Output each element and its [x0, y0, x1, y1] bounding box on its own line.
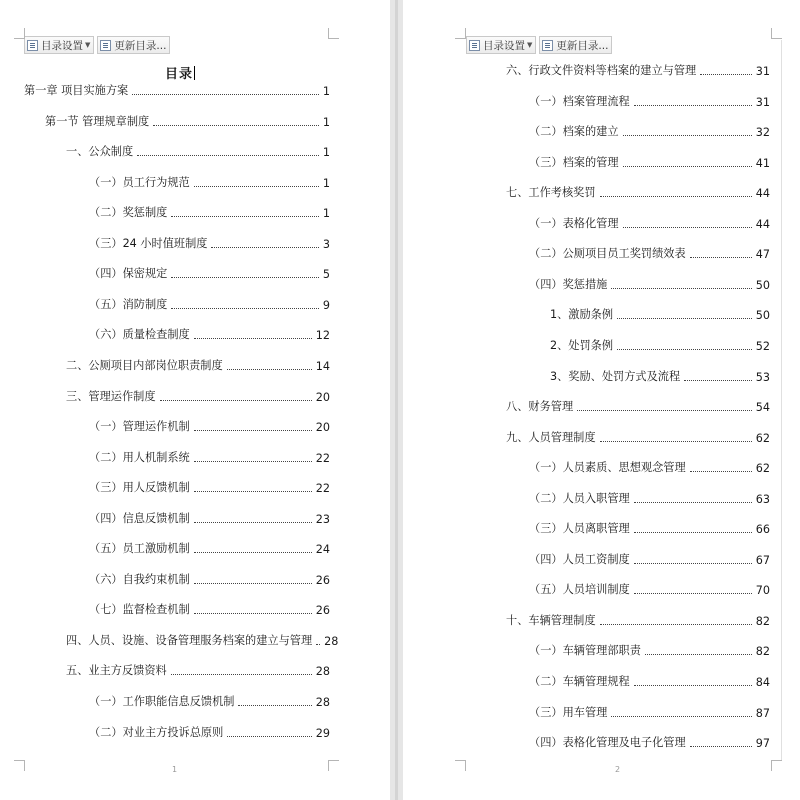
toc-dot-leader — [194, 552, 312, 553]
toc-dot-leader — [194, 338, 312, 339]
toc-entry-page: 50 — [755, 309, 770, 323]
toc-dot-leader — [577, 410, 752, 411]
toc-entry-page: 26 — [315, 573, 330, 587]
toc-entry-title: （一）管理运作机制 — [89, 420, 190, 434]
toc-entry-page: 5 — [322, 268, 330, 282]
toc-entry-title: （一）人员素质、思想观念管理 — [529, 461, 686, 475]
toc-entry-title: 三、管理运作制度 — [66, 389, 156, 403]
toc-entry[interactable] — [529, 93, 770, 109]
text-cursor — [194, 66, 195, 80]
page-gap-divider — [395, 0, 398, 800]
toc-entry-title: （三）24 小时值班制度 — [89, 236, 208, 250]
toc-entry[interactable] — [550, 306, 770, 322]
toc-entry-title: （六）质量检查制度 — [89, 328, 190, 342]
update-toc-button[interactable] — [539, 36, 612, 54]
toc-entry-title: （二）车辆管理规程 — [529, 675, 630, 688]
toc-entry-page: 22 — [315, 451, 330, 465]
toc-entry[interactable] — [89, 693, 330, 709]
toc-entry-title: 2、处罚条例 — [550, 338, 614, 352]
toc-dot-leader — [600, 196, 752, 197]
document-page-1 — [0, 0, 390, 800]
toc-entry-page: 1 — [322, 115, 330, 129]
toc-entry[interactable] — [66, 388, 330, 404]
update-toc-button[interactable] — [97, 36, 170, 54]
toc-entry-title: （六）自我约束机制 — [89, 572, 190, 586]
toc-entry-page: 1 — [322, 207, 330, 221]
toc-entry-page: 52 — [755, 339, 770, 353]
toc-dot-leader — [634, 563, 752, 564]
toc-dot-leader — [690, 471, 752, 472]
toc-dot-leader — [194, 522, 312, 523]
toc-dot-leader — [171, 277, 319, 278]
toc-entry-title: （五）员工激励机制 — [89, 542, 190, 556]
toc-dot-leader — [160, 400, 312, 401]
toc-entry[interactable] — [529, 154, 770, 170]
toc-entry-page: 22 — [315, 482, 330, 496]
toc-entry-title: （三）用车管理 — [529, 705, 608, 719]
toc-entry-page: 1 — [322, 176, 330, 190]
toc-entry-title: 四、人员、设施、设备管理服务档案的建立与管理 — [66, 633, 313, 647]
toc-entry[interactable] — [529, 215, 770, 231]
toc-entry[interactable] — [506, 612, 770, 628]
toc-entry-title: 1、激励条例 — [550, 308, 614, 322]
toc-dot-leader — [634, 593, 752, 594]
toc-entry[interactable] — [66, 357, 330, 373]
toc-entry-page: 28 — [315, 696, 330, 709]
toc-dot-leader — [611, 288, 751, 289]
toc-entry-page: 32 — [755, 126, 770, 140]
toc-entry-title: （三）用人反馈机制 — [89, 481, 190, 495]
toc-settings-icon — [469, 40, 480, 51]
toc-entry-page: 54 — [755, 401, 770, 415]
toc-entry-page: 1 — [322, 146, 330, 160]
toc-entry-title: （四）人员工资制度 — [529, 552, 630, 566]
margin-corner-mark — [771, 760, 782, 771]
toc-dot-leader — [194, 613, 312, 614]
toc-entry-page: 20 — [315, 421, 330, 435]
toc-toolbar — [24, 36, 170, 54]
toc-entry-title: （二）奖惩制度 — [89, 206, 168, 220]
toc-settings-label: 目录设置 — [483, 39, 525, 52]
toc-entry[interactable] — [529, 520, 770, 536]
document-page-2 — [403, 0, 800, 800]
toc-dot-leader — [194, 491, 312, 492]
toc-entry-title: （二）人员入职管理 — [529, 491, 630, 505]
toc-dot-leader — [634, 532, 752, 533]
margin-corner-mark — [14, 760, 25, 771]
toc-dot-leader — [600, 441, 752, 442]
toc-toolbar — [466, 36, 612, 54]
toc-dot-leader — [227, 736, 311, 737]
update-toc-label: 更新目录... — [556, 39, 609, 52]
toc-entry-page: 62 — [755, 462, 770, 476]
toc-entry-page: 82 — [755, 614, 770, 628]
toc-entry-page: 44 — [755, 187, 770, 201]
toc-entry[interactable] — [66, 632, 339, 648]
toc-entry-page: 50 — [755, 278, 770, 292]
toc-settings-button[interactable] — [466, 36, 536, 54]
toc-entry-page: 53 — [755, 370, 770, 384]
toc-dot-leader — [690, 746, 752, 747]
toc-entry-title: 二、公厕项目内部岗位职责制度 — [66, 358, 223, 372]
toc-entry[interactable] — [529, 459, 770, 475]
toc-dot-leader — [137, 155, 319, 156]
toc-entry-title: 五、业主方反馈资料 — [66, 664, 167, 678]
toc-entry-page: 28 — [315, 665, 330, 679]
toc-entry-title: （二）用人机制系统 — [89, 450, 190, 464]
update-toc-icon — [542, 40, 553, 51]
toc-entry-page: 87 — [755, 706, 770, 720]
toc-dot-leader — [623, 227, 752, 228]
margin-corner-mark — [328, 760, 339, 771]
toc-entry[interactable] — [89, 204, 330, 220]
toc-entry-title: 一、公众制度 — [66, 145, 134, 159]
toc-dot-leader — [600, 624, 752, 625]
toc-entry-title: 六、行政文件资料等档案的建立与管理 — [506, 64, 697, 77]
toc-entry[interactable] — [89, 326, 330, 342]
toc-entry-title: 第一章 项目实施方案 — [24, 84, 129, 97]
toc-entry-title: （五）消防制度 — [89, 297, 168, 311]
toc-entry[interactable] — [89, 418, 330, 434]
toc-entry[interactable] — [89, 296, 330, 312]
dropdown-caret-icon: ▼ — [527, 41, 533, 49]
toc-entry-page: 44 — [755, 217, 770, 231]
toc-entry-page: 67 — [755, 553, 770, 567]
toc-dot-leader — [171, 308, 319, 309]
page-number: 2 — [615, 765, 621, 774]
dropdown-caret-icon: ▼ — [85, 41, 91, 49]
toc-settings-label: 目录设置 — [41, 39, 83, 52]
toc-entry[interactable] — [529, 734, 770, 750]
toc-entry[interactable] — [89, 724, 330, 740]
toc-dot-leader — [623, 166, 752, 167]
toc-entry-page: 31 — [755, 65, 770, 78]
toc-entry[interactable] — [45, 113, 330, 129]
toc-entry-title: （五）人员培训制度 — [529, 583, 630, 597]
toc-dot-leader — [700, 74, 752, 75]
toc-entry-page: 84 — [755, 676, 770, 689]
toc-entry-page: 82 — [755, 645, 770, 659]
toc-entry[interactable] — [66, 143, 330, 159]
toc-entry[interactable] — [529, 245, 770, 261]
toc-entry-page: 14 — [315, 359, 330, 373]
toc-entry[interactable] — [506, 62, 770, 78]
toc-entry-title: 第一节 管理规章制度 — [45, 114, 150, 128]
toc-entry[interactable] — [89, 479, 330, 495]
toc-entry[interactable] — [529, 123, 770, 139]
toc-entry-title: （四）奖惩措施 — [529, 277, 608, 291]
toc-entry-title: （二）公厕项目员工奖罚绩效表 — [529, 247, 686, 261]
toc-entry[interactable] — [89, 571, 330, 587]
toc-entry-title: 七、工作考核奖罚 — [506, 186, 596, 200]
toc-dot-leader — [645, 654, 752, 655]
update-toc-label: 更新目录... — [114, 39, 167, 52]
toc-entry-page: 63 — [755, 492, 770, 506]
toc-dot-leader — [171, 216, 319, 217]
toc-dot-leader — [634, 105, 752, 106]
margin-corner-mark — [455, 760, 466, 771]
toc-entry-page: 29 — [315, 726, 330, 740]
toc-entry-title: （一）车辆管理部职责 — [529, 644, 641, 658]
toc-entry-page: 12 — [315, 329, 330, 343]
toc-entry[interactable] — [529, 581, 770, 597]
toc-dot-leader — [634, 502, 752, 503]
toc-entry[interactable] — [529, 490, 770, 506]
toc-entry-page: 28 — [324, 634, 339, 648]
toc-entry[interactable] — [66, 662, 330, 678]
margin-corner-mark — [328, 28, 339, 39]
toc-entry-title: （一）档案管理流程 — [529, 94, 630, 108]
toc-entry[interactable] — [89, 449, 330, 465]
toc-entry-page: 97 — [755, 737, 770, 751]
toc-entry[interactable] — [89, 235, 330, 251]
toc-entry[interactable] — [89, 265, 330, 281]
toc-entry-title: （一）工作职能信息反馈机制 — [89, 695, 235, 708]
toc-dot-leader — [623, 135, 752, 136]
toc-dot-leader — [194, 461, 312, 462]
toc-title[interactable] — [165, 63, 195, 82]
page-number: 1 — [172, 765, 178, 774]
toc-entry[interactable] — [506, 184, 770, 200]
toc-entry-page: 62 — [755, 431, 770, 445]
toc-entry-page: 23 — [315, 512, 330, 526]
toc-dot-leader — [634, 685, 752, 686]
toc-entry-page: 41 — [755, 156, 770, 170]
toc-entry-title: 3、奖励、处罚方式及流程 — [550, 369, 681, 383]
toc-entry-page: 1 — [322, 85, 330, 98]
margin-corner-mark — [771, 28, 782, 39]
toc-entry-title: （四）表格化管理及电子化管理 — [529, 736, 686, 750]
toc-settings-icon — [27, 40, 38, 51]
toc-dot-leader — [132, 94, 319, 95]
margin-corner-mark — [455, 28, 466, 39]
toc-entry-page: 66 — [755, 523, 770, 537]
toc-title-text: 目录 — [165, 67, 194, 82]
toc-entry-page: 26 — [315, 604, 330, 618]
toc-entry[interactable] — [89, 510, 330, 526]
toc-dot-leader — [194, 583, 312, 584]
toc-settings-button[interactable] — [24, 36, 94, 54]
toc-dot-leader — [617, 349, 752, 350]
toc-entry[interactable] — [529, 276, 770, 292]
toc-entry-page: 31 — [755, 95, 770, 109]
toc-entry[interactable] — [506, 398, 770, 414]
toc-dot-leader — [171, 674, 312, 675]
toc-dot-leader — [153, 125, 319, 126]
toc-entry-page: 3 — [322, 237, 330, 251]
toc-entry[interactable] — [89, 540, 330, 556]
toc-entry-title: 九、人员管理制度 — [506, 430, 596, 444]
toc-entry-title: 十、车辆管理制度 — [506, 613, 596, 627]
toc-entry-page: 24 — [315, 543, 330, 557]
toc-dot-leader — [690, 257, 752, 258]
toc-dot-leader — [227, 369, 312, 370]
toc-entry[interactable] — [550, 368, 770, 384]
toc-entry[interactable] — [550, 337, 770, 353]
toc-entry[interactable] — [24, 82, 330, 98]
toc-entry[interactable] — [529, 673, 770, 689]
toc-entry-page: 70 — [755, 584, 770, 598]
toc-dot-leader — [611, 716, 751, 717]
update-toc-icon — [100, 40, 111, 51]
toc-dot-leader — [617, 318, 752, 319]
toc-entry[interactable] — [529, 704, 770, 720]
toc-entry-title: （七）监督检查机制 — [89, 603, 190, 617]
toc-dot-leader — [194, 430, 312, 431]
toc-entry-title: （二）对业主方投诉总原则 — [89, 725, 224, 739]
toc-entry-title: （二）档案的建立 — [529, 125, 619, 139]
toc-entry[interactable] — [89, 601, 330, 617]
toc-entry-title: （一）表格化管理 — [529, 216, 619, 230]
toc-entry-title: （四）保密规定 — [89, 267, 168, 281]
toc-entry-title: （四）信息反馈机制 — [89, 511, 190, 525]
toc-dot-leader — [194, 186, 319, 187]
toc-entry-page: 47 — [755, 248, 770, 262]
toc-entry-title: （三）人员离职管理 — [529, 522, 630, 536]
toc-dot-leader — [211, 247, 318, 248]
page-edge-line — [781, 40, 782, 760]
toc-entry[interactable] — [506, 429, 770, 445]
toc-dot-leader — [684, 380, 752, 381]
toc-entry-title: 八、财务管理 — [506, 400, 574, 414]
toc-dot-leader — [238, 705, 311, 706]
toc-entry-title: （三）档案的管理 — [529, 155, 619, 169]
toc-entry-title: （一）员工行为规范 — [89, 175, 190, 189]
toc-dot-leader — [316, 644, 320, 645]
margin-corner-mark — [14, 28, 25, 39]
toc-entry-page: 9 — [322, 298, 330, 312]
toc-entry[interactable] — [89, 174, 330, 190]
toc-entry[interactable] — [529, 642, 770, 658]
toc-entry[interactable] — [529, 551, 770, 567]
toc-entry-page: 20 — [315, 390, 330, 404]
